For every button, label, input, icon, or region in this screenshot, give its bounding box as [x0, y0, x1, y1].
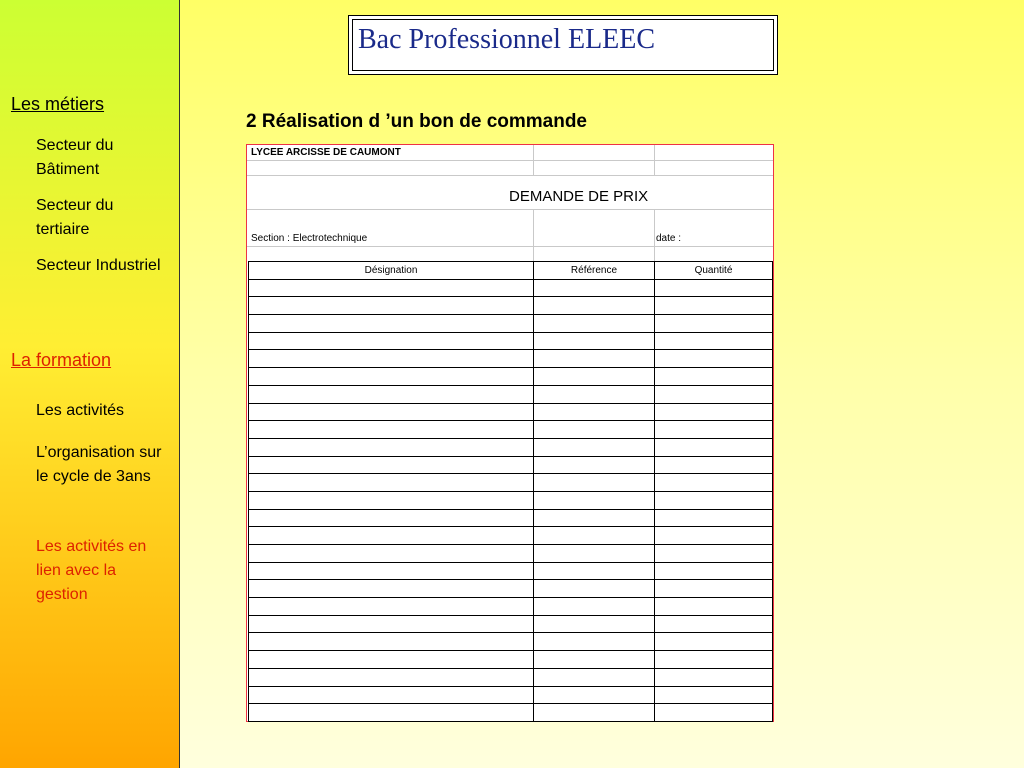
designation-cell[interactable]: [249, 562, 534, 580]
table-row: [249, 598, 773, 616]
sidebar-item-organisation[interactable]: L’organisation sur le cycle de 3ans: [36, 444, 162, 485]
order-table: [248, 261, 773, 722]
reference-cell[interactable]: [534, 615, 655, 633]
reference-cell[interactable]: [534, 562, 655, 580]
quantite-cell[interactable]: [655, 403, 773, 421]
designation-cell[interactable]: [249, 527, 534, 545]
table-row: [249, 438, 773, 456]
reference-cell[interactable]: [534, 474, 655, 492]
sidebar-item-secteur-batiment[interactable]: Secteur du Bâtiment: [36, 137, 114, 178]
quantite-cell[interactable]: [655, 545, 773, 563]
reference-cell[interactable]: [534, 633, 655, 651]
quantite-cell[interactable]: [655, 633, 773, 651]
quantite-cell[interactable]: [655, 491, 773, 509]
price-request-form: [246, 144, 774, 722]
reference-cell[interactable]: [534, 545, 655, 563]
form-rule: [247, 160, 773, 161]
reference-cell[interactable]: [534, 509, 655, 527]
form-rule: [654, 209, 655, 261]
quantite-cell[interactable]: [655, 527, 773, 545]
designation-cell[interactable]: [249, 615, 534, 633]
column-header-quantite: Quantité: [655, 262, 773, 280]
table-row: [249, 368, 773, 386]
table-row: [249, 686, 773, 704]
table-row: [249, 332, 773, 350]
page-title: Bac Professionnel ELEEC: [358, 24, 656, 55]
form-rule: [533, 209, 534, 261]
table-row: [249, 668, 773, 686]
table-row: [249, 509, 773, 527]
form-rule: [654, 145, 655, 175]
designation-cell[interactable]: [249, 403, 534, 421]
designation-cell[interactable]: [249, 598, 534, 616]
reference-cell[interactable]: [534, 580, 655, 598]
quantite-cell[interactable]: [655, 580, 773, 598]
quantite-cell[interactable]: [655, 686, 773, 704]
form-rule: [533, 145, 534, 175]
table-row: [249, 474, 773, 492]
reference-cell[interactable]: [534, 350, 655, 368]
quantite-cell[interactable]: [655, 509, 773, 527]
reference-cell[interactable]: [534, 279, 655, 297]
sidebar-item-activites-gestion[interactable]: Les activités en lien avec la gestion: [36, 538, 147, 603]
quantite-cell[interactable]: [655, 598, 773, 616]
sidebar-section-la-formation[interactable]: La formation: [11, 350, 112, 370]
designation-cell[interactable]: [249, 279, 534, 297]
form-rule: [247, 209, 773, 210]
reference-cell[interactable]: [534, 385, 655, 403]
designation-cell[interactable]: [249, 633, 534, 651]
reference-cell[interactable]: [534, 704, 655, 722]
designation-cell[interactable]: [249, 456, 534, 474]
table-row: [249, 633, 773, 651]
table-row: [249, 279, 773, 297]
designation-cell[interactable]: [249, 686, 534, 704]
sidebar-section-les-metiers[interactable]: Les métiers: [11, 94, 105, 114]
title-box: [348, 15, 778, 75]
quantite-cell[interactable]: [655, 279, 773, 297]
quantite-cell[interactable]: [655, 474, 773, 492]
designation-cell[interactable]: [249, 315, 534, 333]
quantite-cell[interactable]: [655, 297, 773, 315]
table-row: [249, 385, 773, 403]
reference-cell[interactable]: [534, 598, 655, 616]
table-header-row: [249, 262, 773, 280]
designation-cell[interactable]: [249, 580, 534, 598]
reference-cell[interactable]: [534, 315, 655, 333]
reference-cell[interactable]: [534, 668, 655, 686]
designation-cell[interactable]: [249, 704, 534, 722]
section-subtitle: 2 Réalisation d ’un bon de commande: [246, 111, 587, 132]
designation-cell[interactable]: [249, 368, 534, 386]
column-header-designation: Désignation: [249, 262, 534, 280]
reference-cell[interactable]: [534, 421, 655, 439]
designation-cell[interactable]: [249, 668, 534, 686]
table-row: [249, 704, 773, 722]
designation-cell[interactable]: [249, 474, 534, 492]
designation-cell[interactable]: [249, 651, 534, 669]
reference-cell[interactable]: [534, 403, 655, 421]
quantite-cell[interactable]: [655, 456, 773, 474]
quantite-cell[interactable]: [655, 704, 773, 722]
quantite-cell[interactable]: [655, 315, 773, 333]
table-row: [249, 562, 773, 580]
quantite-cell[interactable]: [655, 615, 773, 633]
reference-cell[interactable]: [534, 368, 655, 386]
designation-cell[interactable]: [249, 545, 534, 563]
table-row: [249, 491, 773, 509]
table-row: [249, 297, 773, 315]
quantite-cell[interactable]: [655, 350, 773, 368]
designation-cell[interactable]: [249, 491, 534, 509]
form-rule: [247, 246, 773, 247]
table-row: [249, 315, 773, 333]
reference-cell[interactable]: [534, 297, 655, 315]
school-name: LYCEE ARCISSE DE CAUMONT: [251, 147, 401, 158]
table-row: [249, 545, 773, 563]
table-row: [249, 651, 773, 669]
reference-cell[interactable]: [534, 456, 655, 474]
quantite-cell[interactable]: [655, 332, 773, 350]
quantite-cell[interactable]: [655, 651, 773, 669]
table-row: [249, 456, 773, 474]
designation-cell[interactable]: [249, 297, 534, 315]
reference-cell[interactable]: [534, 332, 655, 350]
quantite-cell[interactable]: [655, 438, 773, 456]
designation-cell[interactable]: [249, 350, 534, 368]
designation-cell[interactable]: [249, 438, 534, 456]
sidebar-item-les-activites[interactable]: Les activités: [36, 402, 125, 419]
table-row: [249, 615, 773, 633]
date-label: date :: [656, 233, 682, 244]
table-row: [249, 580, 773, 598]
quantite-cell[interactable]: [655, 421, 773, 439]
quantite-cell[interactable]: [655, 562, 773, 580]
designation-cell[interactable]: [249, 332, 534, 350]
form-rule: [247, 175, 773, 176]
reference-cell[interactable]: [534, 438, 655, 456]
designation-cell[interactable]: [249, 421, 534, 439]
quantite-cell[interactable]: [655, 368, 773, 386]
table-row: [249, 403, 773, 421]
section-label: Section : Electrotechnique: [251, 233, 368, 244]
quantite-cell[interactable]: [655, 668, 773, 686]
sidebar-item-secteur-industriel[interactable]: Secteur Industriel: [36, 257, 161, 274]
designation-cell[interactable]: [249, 509, 534, 527]
quantite-cell[interactable]: [655, 385, 773, 403]
table-row: [249, 421, 773, 439]
table-row: [249, 350, 773, 368]
sidebar-item-secteur-tertiaire[interactable]: Secteur du tertiaire: [36, 197, 114, 238]
column-header-reference: Référence: [534, 262, 655, 280]
reference-cell[interactable]: [534, 491, 655, 509]
designation-cell[interactable]: [249, 385, 534, 403]
table-row: [249, 527, 773, 545]
reference-cell[interactable]: [534, 527, 655, 545]
sidebar: [0, 0, 180, 768]
reference-cell[interactable]: [534, 686, 655, 704]
form-heading: DEMANDE DE PRIX: [509, 188, 649, 205]
reference-cell[interactable]: [534, 651, 655, 669]
